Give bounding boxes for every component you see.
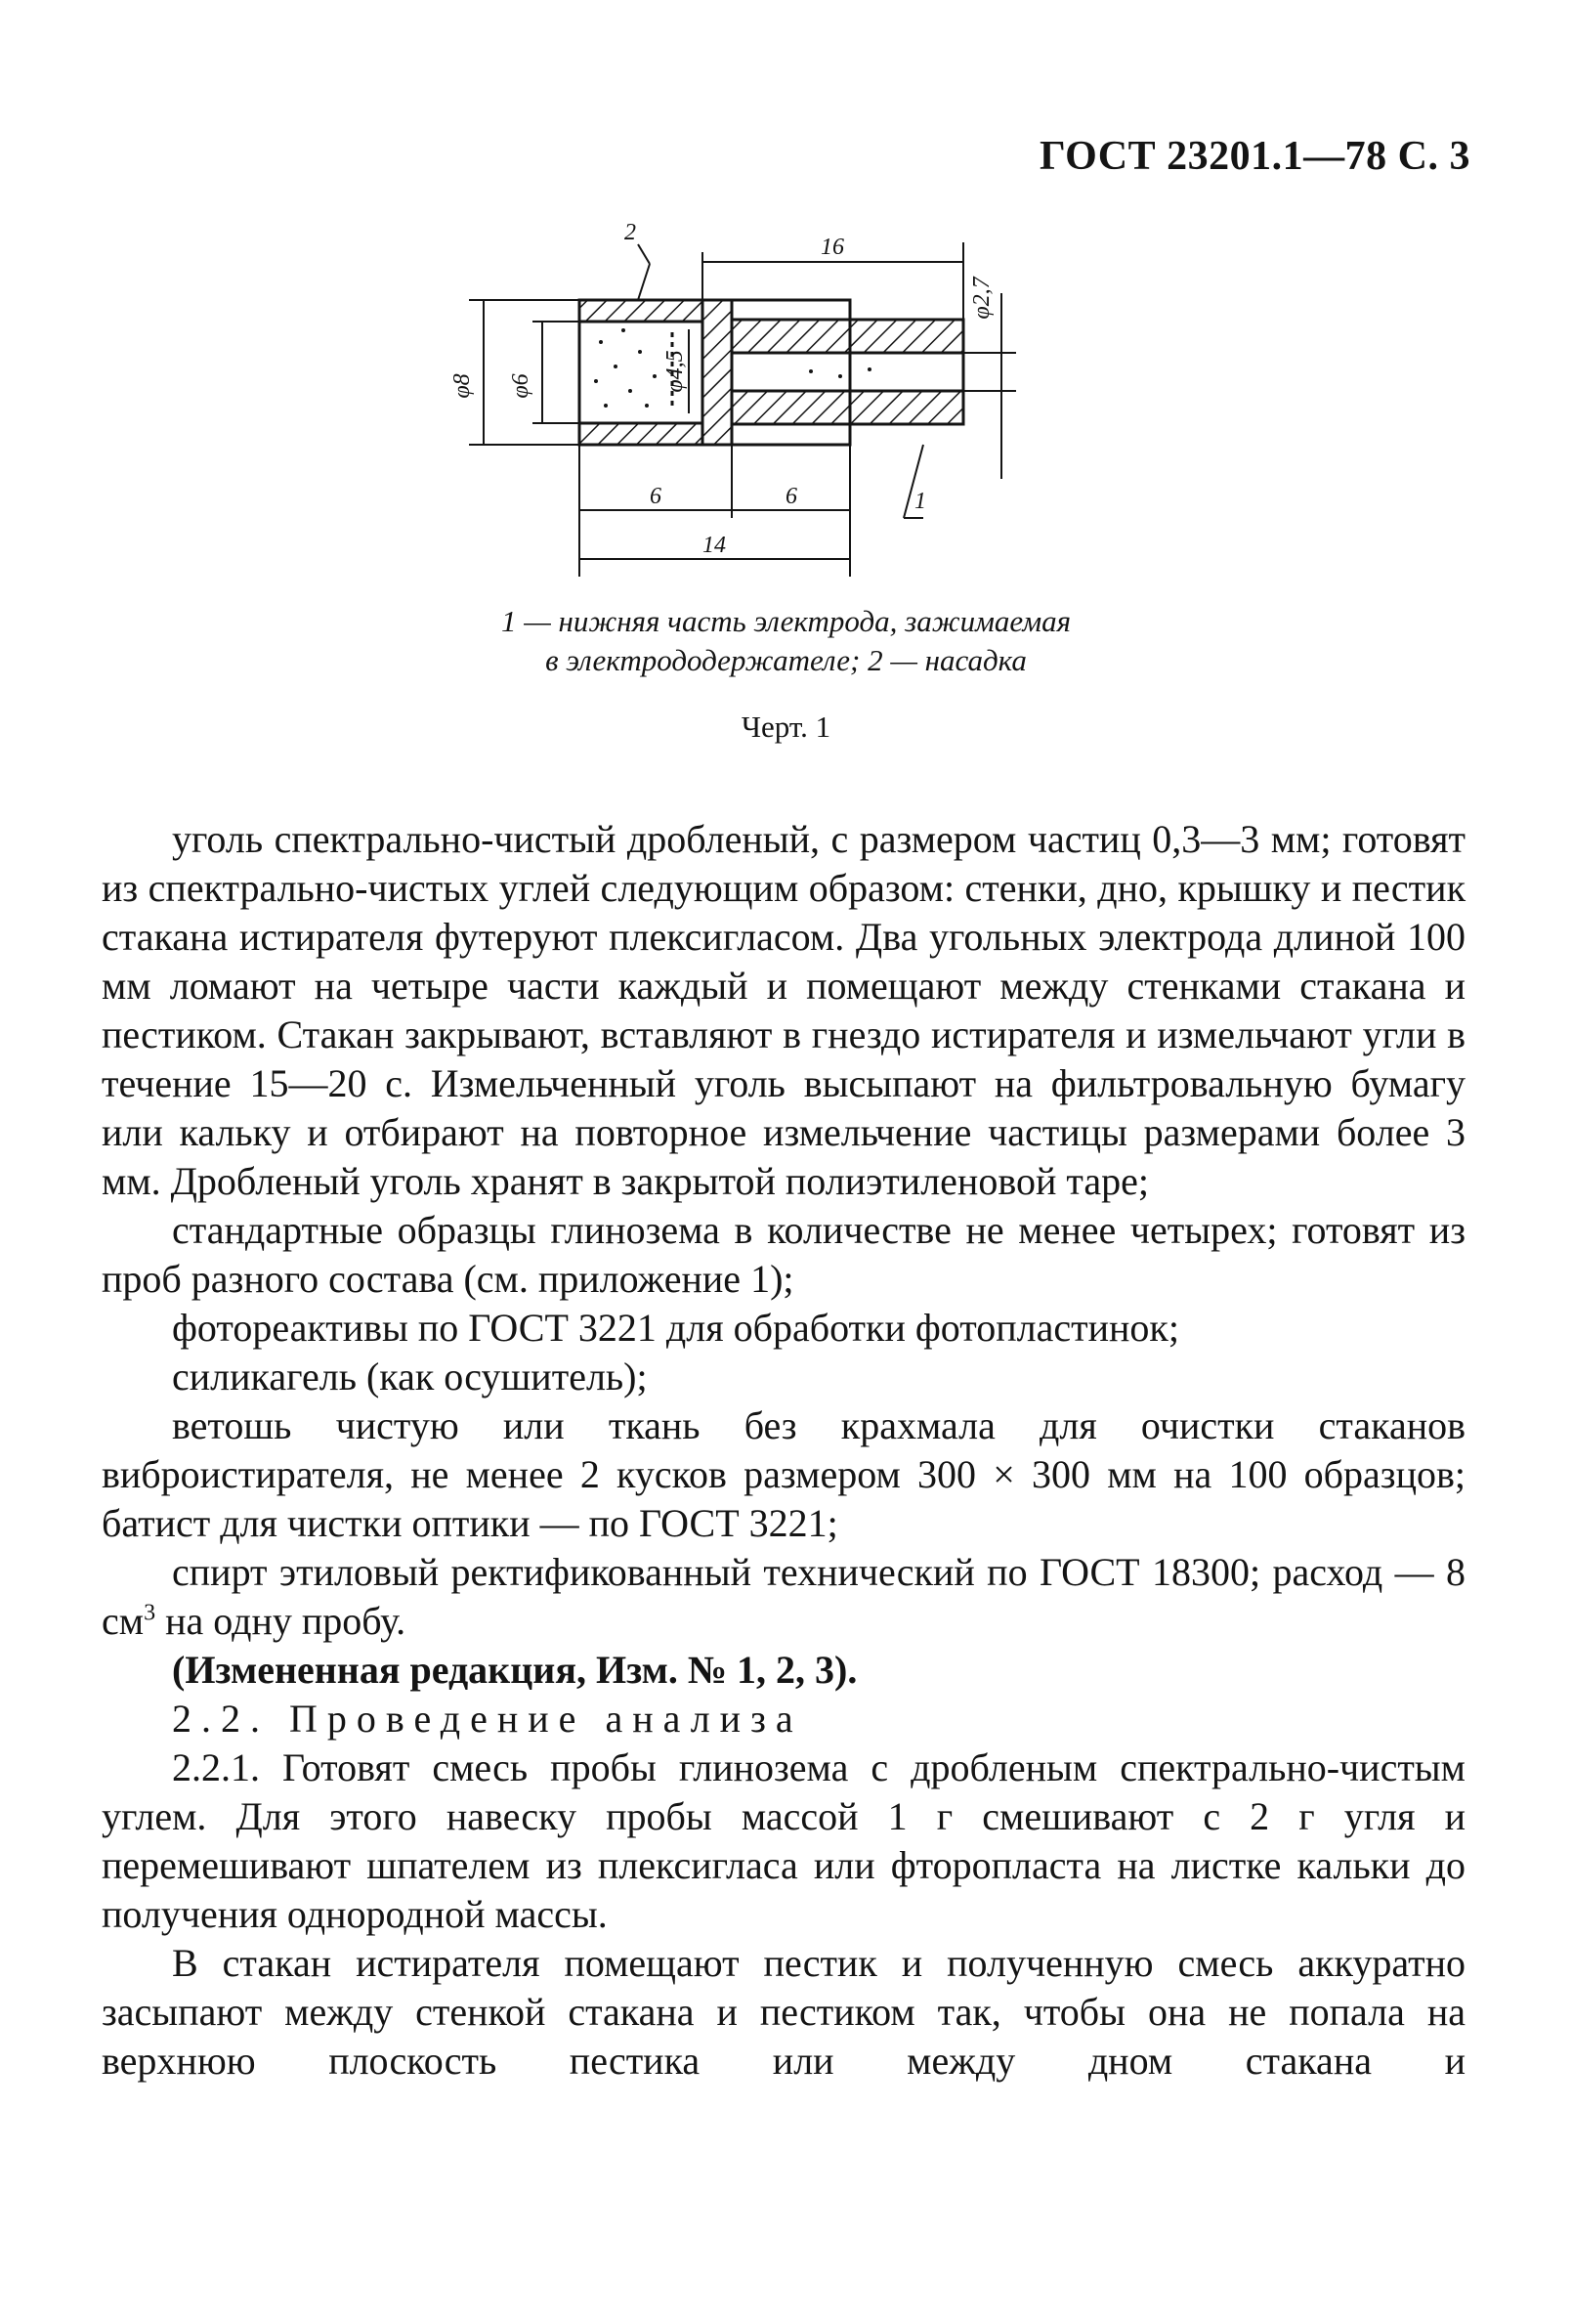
amendment-note: (Измененная редакция, Изм. № 1, 2, 3).: [172, 1648, 858, 1692]
paragraph-2-2-1: 2.2.1. Готовят смесь пробы глинозема с дробленым спектрально-чистым углем. Для этого навеску пробы массой 1 г смешивают с 2 г угля и перемешивают шпателем из плексигласа или фторопласта на листке кальки до получения однородной массы.: [102, 1745, 1466, 1936]
paragraph-coal: уголь спектрально-чистый дробленый, с размером частиц 0,3—3 мм; готовят из спектрально-чистых углей следующим образом: стенки, дно, крышку и пестик стакана истирателя футеруют плексигласом. Два угольных электрода длиной 100 мм ломают на четыре части каждый и помещают между стенками стакана и пестиком. Стакан закрывают, вставляют в гнездо истирателя и измельчают угли в течение 15—20 с. Измельченный уголь высыпают на фильтровальную бумагу или кальку и отбирают на повторное измельчение частицы размерами более 3 мм. Дробленый уголь хранят в закрытой полиэтиленовой таре;: [102, 817, 1466, 1203]
figure-label: Черт. 1: [741, 710, 831, 744]
paragraph-standards: стандартные образцы глинозема в количестве не менее четырех; готовят из проб разного состава (см. приложение 1);: [102, 1208, 1466, 1301]
dim-phi6: φ6: [508, 373, 533, 399]
paragraph-silica-gel: силикагель (как осушитель);: [172, 1355, 648, 1399]
electrode-drawing: [430, 205, 1153, 577]
page-header: ГОСТ 23201.1—78 С. 3: [1039, 134, 1470, 179]
dim-16: 16: [821, 235, 844, 260]
paragraph-alcohol: спирт этиловый ректификованный технический по ГОСТ 18300; расход — 8 $см^3$ на одну пробу.: [102, 1550, 1466, 1643]
dim-6-right: 6: [786, 484, 797, 509]
dim-phi8: φ8: [449, 373, 475, 399]
paragraph-cup: В стакан истирателя помещают пестик и полученную смесь аккуратно засыпают между стенкой стакана и пестиком так, чтобы она не попала на верхнюю плоскость пестика или между дном стакана и: [102, 1941, 1466, 2083]
body-text: [102, 815, 1466, 2086]
section-heading: 2.2. Проведение анализа: [172, 1697, 803, 1741]
figure-caption-line-1: 1 — нижняя часть электрода, зажимаемая: [500, 604, 1072, 638]
dim-phi4-5: φ4,5: [662, 350, 688, 393]
dim-14: 14: [702, 533, 726, 558]
dim-phi2-7: φ2,7: [969, 277, 995, 320]
figure-caption-line-2: в электрододержателе; 2 — насадка: [545, 643, 1027, 677]
dim-6-left: 6: [650, 484, 661, 509]
paragraph-photo-reagents: фотореактивы по ГОСТ 3221 для обработки фотопластинок;: [172, 1306, 1179, 1350]
electrode-body: [579, 300, 963, 445]
callout-1: 1: [914, 489, 926, 514]
callout-2: 2: [624, 220, 636, 245]
paragraph-cloth: ветошь чистую или ткань без крахмала для очистки стаканов виброистирателя, не менее 2 кусков размером 300 × 300 мм на 100 образцов; батист для чистки оптики — по ГОСТ 3221;: [102, 1403, 1466, 1545]
